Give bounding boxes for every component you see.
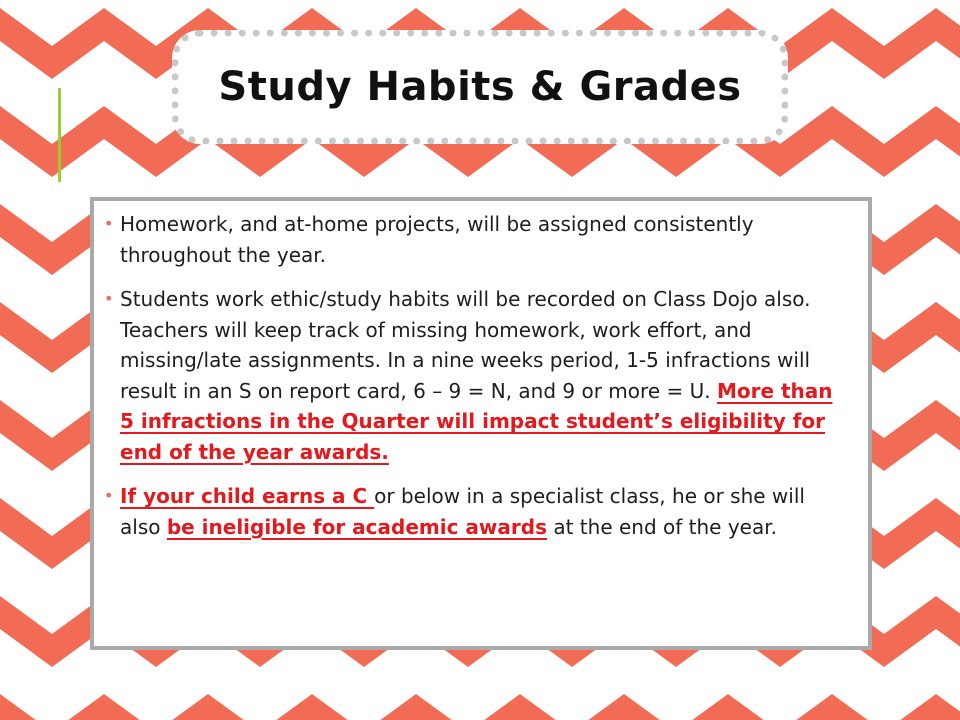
accent-line <box>58 88 61 182</box>
bullet-dot-icon: • <box>104 214 114 233</box>
title-box <box>172 30 788 144</box>
content-box <box>90 197 872 650</box>
bullet-item <box>104 209 846 270</box>
bullet-text: or below in a specialist class, he or she will also <box>120 484 805 539</box>
highlight-text: More than 5 infractions in the Quarter will impact student’s eligibility for end of the year awards. <box>120 378 833 464</box>
bullet-item <box>104 284 846 467</box>
bullet-text: at the end of the year. <box>546 514 777 539</box>
slide-title: Study Habits & Grades <box>218 64 742 110</box>
highlight-text: If your child earns a C <box>120 484 375 508</box>
bullet-dot-icon: • <box>104 486 114 505</box>
highlight-text: be ineligible for academic awards <box>166 514 547 539</box>
bullet-item <box>104 481 846 542</box>
bullet-list <box>104 209 846 542</box>
bullet-text: Students work ethic/study habits will be recorded on Class Dojo also. Teachers will keep track of missing homework, work effort, and missing/late assignments. In a nine weeks period, 1-5 infractions will result in an S on report card, 6 – 9 = N, and 9 or more = U. <box>120 287 811 403</box>
bullet-dot-icon: • <box>104 289 114 308</box>
bullet-text: Homework, and at-home projects, will be assigned consistently throughout the year. <box>120 212 754 267</box>
chevron-stripe <box>0 694 960 720</box>
